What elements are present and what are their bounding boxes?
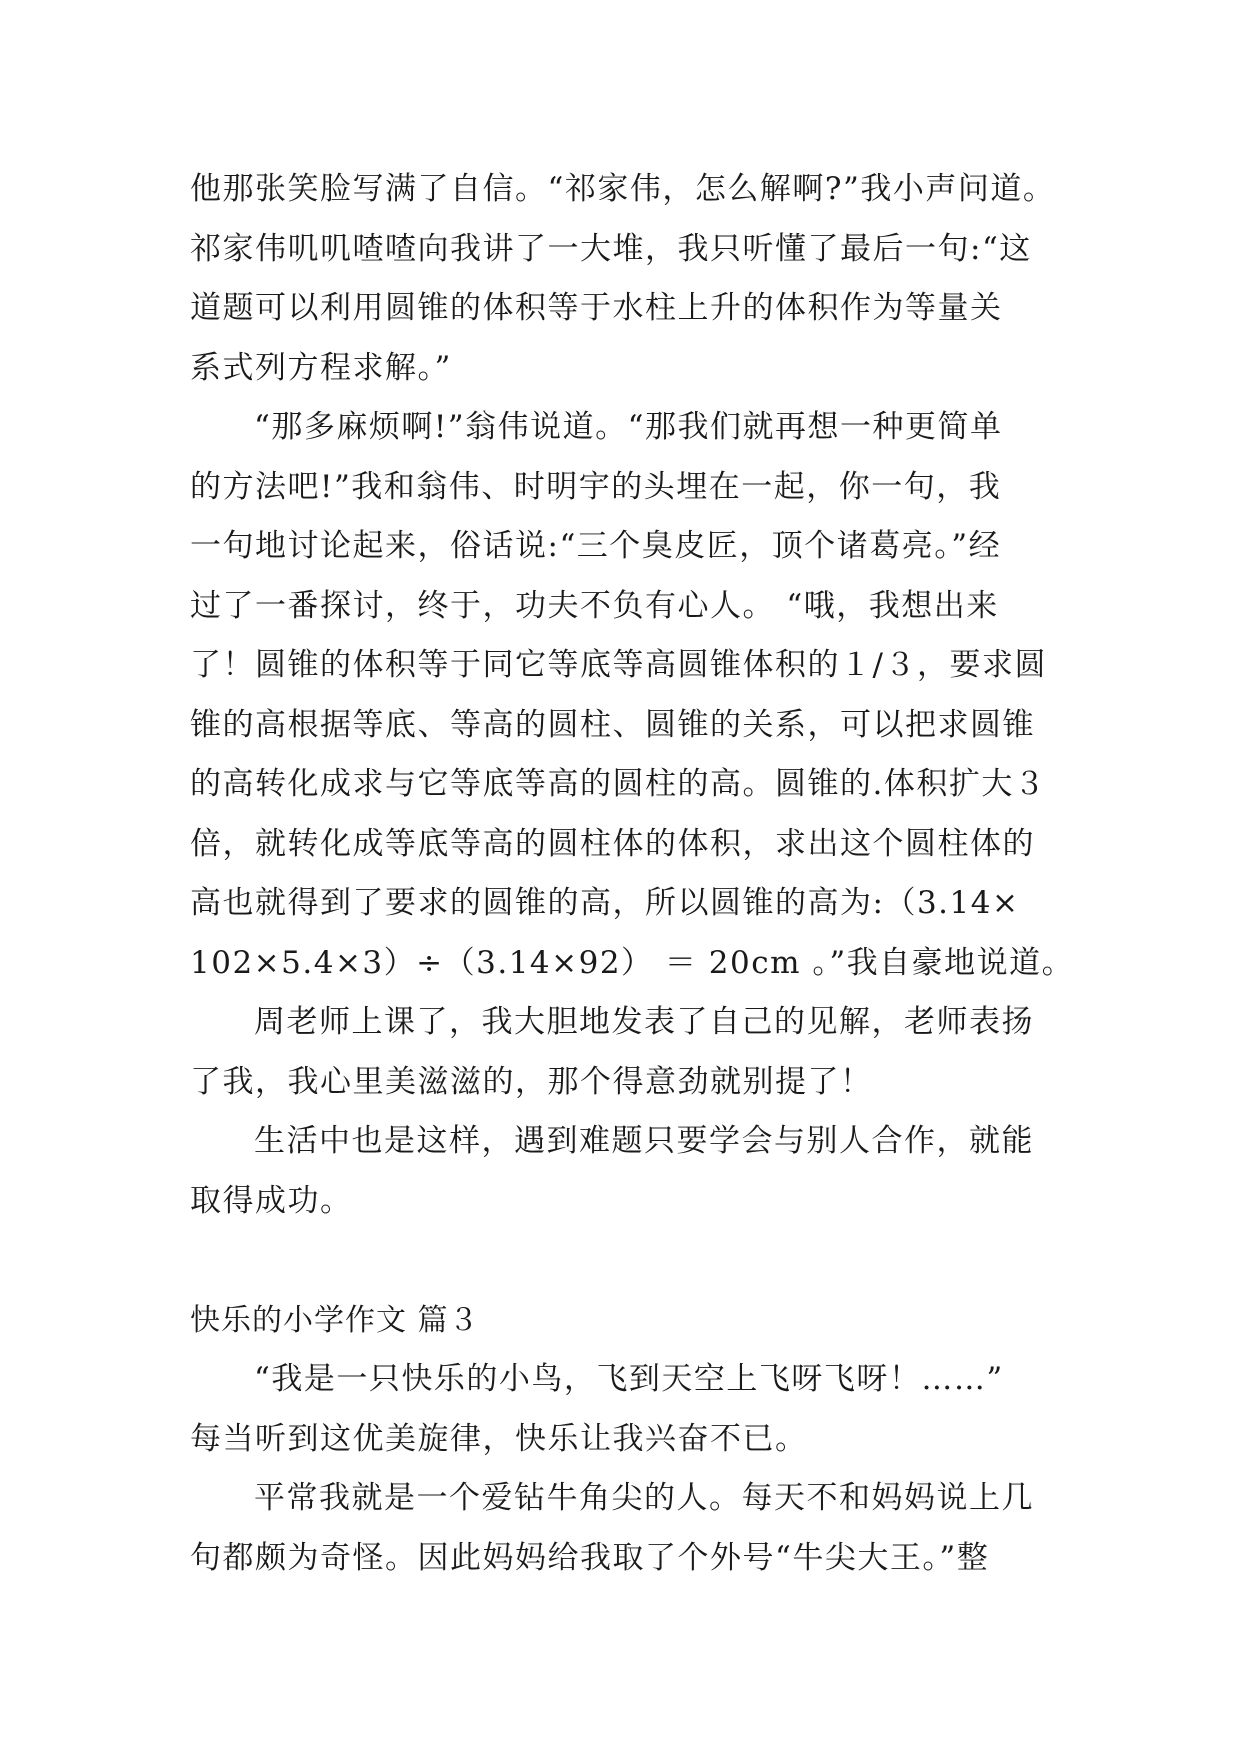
text-line: 生活中也是这样，遇到难题只要学会与别人合作，就能 bbox=[254, 1123, 1034, 1159]
text-line: “那多麻烦啊!”翁伟说道。“那我们就再想一种更简单 bbox=[254, 409, 1003, 445]
text-line: “我是一只快乐的小鸟，飞到天空上飞呀飞呀！……” bbox=[254, 1361, 1004, 1397]
text-line: 系式列方程求解。” bbox=[190, 349, 452, 386]
text-line: 每当听到这优美旋律，快乐让我兴奋不已。 bbox=[190, 1420, 808, 1457]
text-line: 道题可以利用圆锥的体积等于水柱上升的体积作为等量关 bbox=[190, 290, 1003, 326]
text-line: 平常我就是一个爱钻牛角尖的人。每天不和妈妈说上几 bbox=[254, 1480, 1034, 1516]
text-line: 过了一番探讨，终于，功夫不负有心人。 “哦，我想出来 bbox=[190, 587, 999, 624]
text-line: 取得成功。 bbox=[190, 1182, 353, 1219]
text-line: 祁家伟叽叽喳喳向我讲了一大堆，我只听懂了最后一句:“这 bbox=[190, 230, 1032, 267]
text-line: 他那张笑脸写满了自信。“祁家伟，怎么解啊?”我小声问道。 bbox=[190, 171, 1056, 207]
section-heading: 快乐的小学作文 篇３ bbox=[190, 1302, 480, 1338]
text-line: 了我，我心里美滋滋的，那个得意劲就别提了！ bbox=[190, 1063, 873, 1100]
text-line: 的高转化成求与它等底等高的圆柱的高。圆锥的.体积扩大３ bbox=[190, 766, 1047, 802]
text-line: 的方法吧!”我和翁伟、时明宇的头埋在一起，你一句，我 bbox=[190, 468, 1002, 505]
text-line: 一句地讨论起来，俗话说:“三个臭皮匠，顶个诸葛亮。”经 bbox=[190, 528, 1002, 564]
text-line: 倍，就转化成等底等高的圆柱体的体积，求出这个圆柱体的 bbox=[190, 825, 1035, 862]
text-line: 周老师上课了，我大胆地发表了自己的见解，老师表扬 bbox=[254, 1004, 1034, 1040]
section-spacer bbox=[190, 1231, 1060, 1291]
text-line: 锥的高根据等底、等高的圆柱、圆锥的关系，可以把求圆锥 bbox=[190, 706, 1035, 743]
text-line: 高也就得到了要求的圆锥的高，所以圆锥的高为:（3.14× bbox=[190, 885, 1020, 921]
document-page bbox=[190, 160, 1075, 1588]
text-line: 了！圆锥的体积等于同它等底等高圆锥体积的１/３，要求圆 bbox=[190, 647, 1047, 683]
text-line: 句都颇为奇怪。因此妈妈给我取了个外号“牛尖大王。”整 bbox=[190, 1539, 990, 1576]
text-line: 102×5.4×3）÷（3.14×92） ＝ 20cm 。”我自豪地说道。 bbox=[190, 944, 1075, 981]
